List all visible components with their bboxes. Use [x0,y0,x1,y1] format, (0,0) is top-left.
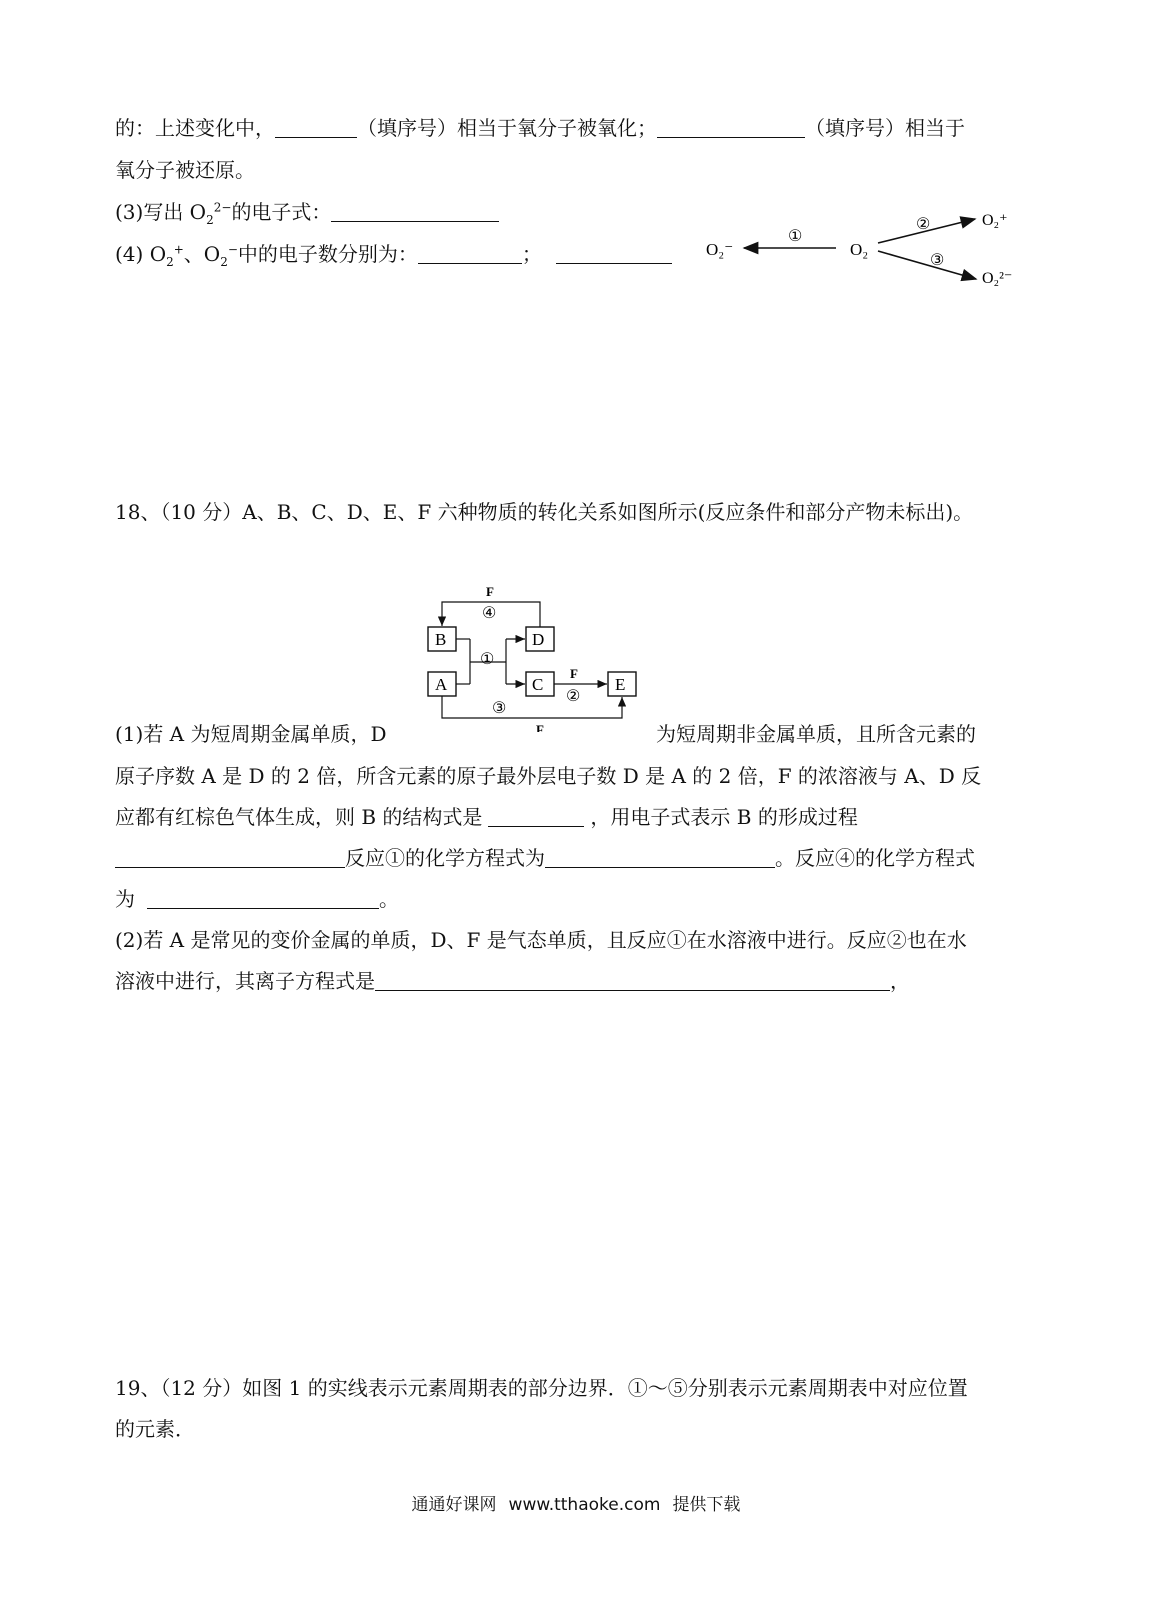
footer-site-name: 通通好课网 [411,1495,497,1515]
answer-blank[interactable] [147,888,379,909]
q18-reaction-diagram [420,582,660,737]
o2-plus-label: O₂⁺ [982,212,1008,229]
footer-url[interactable]: www.tthaoke.com [508,1495,661,1515]
q18-part-1-line-1: (1)若 A 为短周期金属单质，D [115,722,387,746]
answer-blank[interactable] [488,806,584,827]
q18-part-1-line-1b: 为短周期非金属单质，且所含元素的 [656,722,976,746]
step-1-label: ① [788,228,803,245]
label-E: E [615,675,626,694]
label-A: A [435,675,448,694]
label-step-2: ② [566,688,581,705]
answer-blank[interactable] [418,243,522,264]
q17-part-4: (4) $O_2^+$、$O_2^-$中的电子数分别为： ； [115,240,672,268]
o2-label: O₂ [850,240,869,259]
o2-minus-label: O₂⁻ [706,240,734,259]
label-D: D [532,630,545,649]
answer-blank[interactable] [556,243,672,264]
q18-part-2-line-1: (2)若 A 是常见的变价金属的单质，D、F 是气态单质，且反应①在水溶液中进行。反应②也在水 [115,928,967,952]
label-step-1: ① [480,651,495,668]
answer-blank[interactable] [657,117,805,138]
q18-part-2-line-2: 溶液中进行，其离子方程式是 ， [115,969,910,993]
label-B: B [435,630,447,649]
answer-blank[interactable] [275,117,357,138]
step-3-label: ③ [930,252,945,269]
step-2-label: ② [916,216,931,233]
label-F-mid: F [570,666,578,681]
label-F-bottom: F [536,722,544,732]
answer-blank[interactable] [331,201,499,222]
label-F-top: F [486,584,494,599]
q17-line-1: 的：上述变化中， （填序号）相当于氧分子被氧化； （填序号）相当于 [115,116,965,140]
q17-line-2: 氧分子被还原。 [115,158,255,182]
label-step-4: ④ [482,605,497,622]
label-step-3: ③ [492,700,507,717]
q18-part-1-line-2: 原子序数 A 是 D 的 2 倍，所含元素的原子最外层电子数 D 是 A 的 2 倍，F 的浓溶液与 A、D 反 [115,764,982,788]
o2-2minus-label: O₂²⁻ [982,270,1013,287]
label-C: C [532,675,544,694]
arrow-3 [878,251,976,279]
q17-part-3: (3)写出 $O_2^{2-}$的电子式： [115,198,499,226]
answer-blank[interactable] [115,847,345,868]
q18-title: 18、（10 分）A、B、C、D、E、F 六种物质的转化关系如图所示(反应条件和部分产物未标出)。 [115,500,974,524]
oxygen-transformation-diagram [700,205,1020,300]
page-footer [0,1490,1152,1515]
arrow-3 [442,696,622,718]
q18-part-1-line-4: 反应①的化学方程式为 。反应④的化学方程式 [115,844,975,872]
q18-part-1-line-5: 为 。 [115,887,399,911]
q19-line-2: 的元素． [115,1417,195,1441]
q19-line-1: 19、（12 分）如图 1 的实线表示元素周期表的部分边界．①～⑤分别表示元素周期表中对应位置 [115,1376,968,1400]
answer-blank[interactable] [545,847,775,868]
q18-part-1-line-3: 应都有红棕色气体生成，则 B 的结构式是 ，用电子式表示 B 的形成过程 [115,805,858,829]
footer-note: 提供下载 [672,1495,741,1515]
answer-blank[interactable] [375,970,890,991]
